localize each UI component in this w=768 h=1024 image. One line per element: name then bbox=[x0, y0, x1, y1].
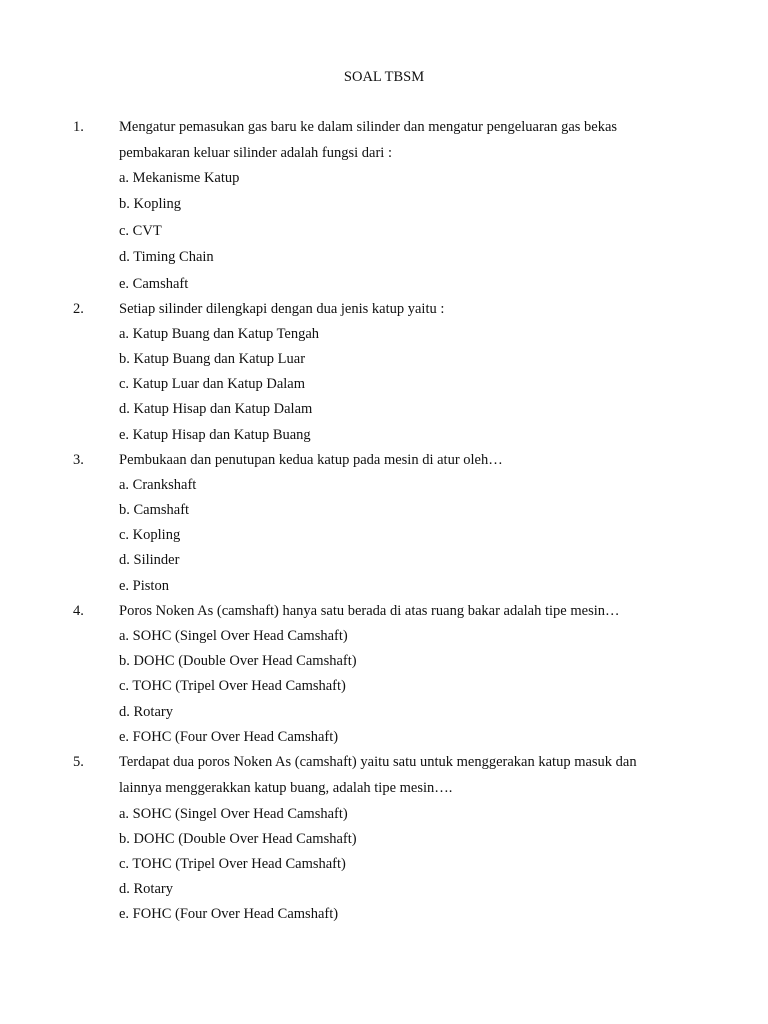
answer-option bbox=[0, 222, 768, 248]
answer-option-text: b. Kopling bbox=[119, 196, 182, 213]
document-title: SOAL TBSM bbox=[343, 69, 425, 85]
answer-option-text: e. FOHC (Four Over Head Camshaft) bbox=[119, 728, 339, 745]
answer-option bbox=[0, 830, 768, 855]
question-line bbox=[0, 118, 768, 144]
question-line bbox=[0, 300, 768, 325]
answer-option bbox=[0, 501, 768, 526]
answer-option bbox=[0, 325, 768, 350]
question-5 bbox=[0, 753, 768, 931]
question-line bbox=[0, 602, 768, 627]
answer-option-text: a. SOHC (Singel Over Head Camshaft) bbox=[119, 805, 348, 822]
answer-option-text: a. Mekanisme Katup bbox=[119, 170, 240, 186]
answer-option bbox=[0, 652, 768, 677]
answer-option bbox=[0, 169, 768, 195]
answer-option bbox=[0, 855, 768, 880]
question-number: 2. bbox=[73, 300, 84, 317]
answer-option-text: b. Katup Buang dan Katup Luar bbox=[119, 350, 306, 367]
answer-option-text: a. Katup Buang dan Katup Tengah bbox=[119, 325, 320, 342]
answer-option-text: b. DOHC (Double Over Head Camshaft) bbox=[119, 653, 357, 670]
answer-option-text: e. Camshaft bbox=[119, 275, 189, 292]
question-text: pembakaran keluar silinder adalah fungsi dari : bbox=[119, 145, 392, 161]
answer-option-text: b. DOHC (Double Over Head Camshaft) bbox=[119, 830, 357, 847]
answer-option-text: d. Rotary bbox=[119, 881, 173, 898]
answer-option bbox=[0, 551, 768, 576]
answer-option bbox=[0, 426, 768, 451]
question-list bbox=[0, 118, 768, 931]
answer-option bbox=[0, 728, 768, 753]
answer-option bbox=[0, 400, 768, 425]
question-text: Mengatur pemasukan gas baru ke dalam silinder dan mengatur pengeluaran gas bekas bbox=[119, 119, 618, 135]
answer-option bbox=[0, 577, 768, 602]
question-number: 1. bbox=[73, 119, 84, 135]
question-text: Setiap silinder dilengkapi dengan dua jenis katup yaitu : bbox=[119, 300, 445, 317]
question-text: Terdapat dua poros Noken As (camshaft) yaitu satu untuk menggerakan katup masuk dan bbox=[119, 753, 637, 770]
answer-option-text: d. Timing Chain bbox=[119, 249, 214, 266]
answer-option bbox=[0, 526, 768, 551]
answer-option bbox=[0, 375, 768, 400]
question-4 bbox=[0, 602, 768, 753]
question-number: 4. bbox=[73, 602, 84, 619]
answer-option bbox=[0, 248, 768, 274]
question-line bbox=[0, 144, 768, 169]
answer-option-text: a. Crankshaft bbox=[119, 476, 197, 493]
answer-option bbox=[0, 905, 768, 930]
answer-option bbox=[0, 476, 768, 501]
answer-option-text: d. Silinder bbox=[119, 552, 180, 569]
answer-option-text: d. Rotary bbox=[119, 703, 173, 720]
answer-option-text: c. TOHC (Tripel Over Head Camshaft) bbox=[119, 678, 346, 695]
answer-option bbox=[0, 195, 768, 221]
answer-option bbox=[0, 880, 768, 905]
answer-option-text: c. Kopling bbox=[119, 527, 181, 544]
answer-option bbox=[0, 350, 768, 375]
answer-option-text: b. Camshaft bbox=[119, 502, 190, 519]
answer-option bbox=[0, 677, 768, 702]
answer-option-text: a. SOHC (Singel Over Head Camshaft) bbox=[119, 628, 348, 644]
answer-option bbox=[0, 627, 768, 652]
question-line bbox=[0, 451, 768, 476]
question-text: Pembukaan dan penutupan kedua katup pada mesin di atur oleh… bbox=[119, 451, 503, 468]
question-1 bbox=[0, 118, 768, 300]
question-line bbox=[0, 779, 768, 804]
question-text: lainnya menggerakkan katup buang, adalah tipe mesin…. bbox=[119, 780, 453, 797]
question-line bbox=[0, 753, 768, 780]
answer-option-text: c. TOHC (Tripel Over Head Camshaft) bbox=[119, 856, 346, 872]
answer-option bbox=[0, 703, 768, 728]
answer-option bbox=[0, 805, 768, 830]
answer-option bbox=[0, 275, 768, 300]
question-3 bbox=[0, 451, 768, 602]
answer-option-text: c. Katup Luar dan Katup Dalam bbox=[119, 376, 306, 393]
answer-option-text: e. Piston bbox=[119, 577, 169, 594]
answer-option-text: d. Katup Hisap dan Katup Dalam bbox=[119, 401, 313, 418]
answer-option-text: e. FOHC (Four Over Head Camshaft) bbox=[119, 906, 339, 923]
question-text: Poros Noken As (camshaft) hanya satu berada di atas ruang bakar adalah tipe mesin… bbox=[119, 602, 620, 619]
question-number: 3. bbox=[73, 451, 84, 468]
question-number: 5. bbox=[73, 753, 84, 770]
question-2 bbox=[0, 300, 768, 451]
answer-option-text: e. Katup Hisap dan Katup Buang bbox=[119, 426, 311, 443]
answer-option-text: c. CVT bbox=[119, 222, 162, 239]
